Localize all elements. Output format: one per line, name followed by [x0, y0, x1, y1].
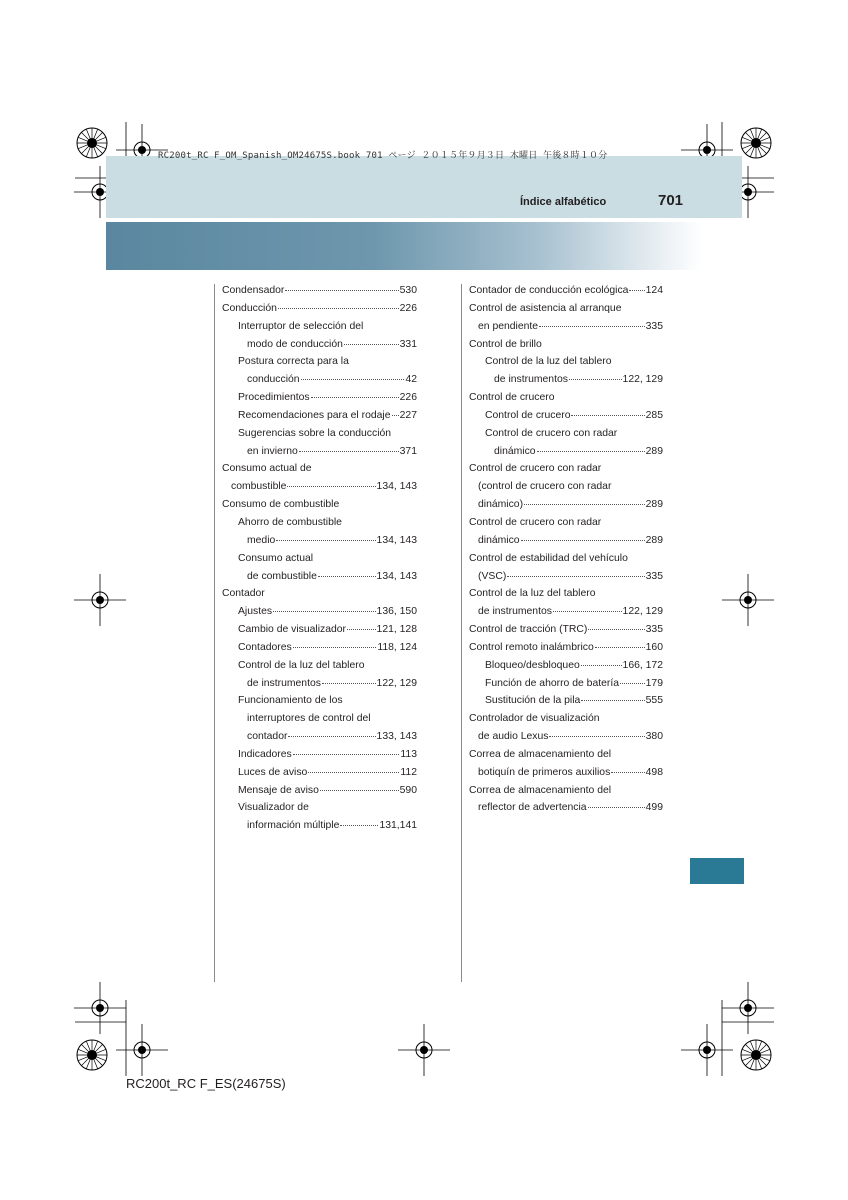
starburst-mark — [741, 1040, 771, 1070]
index-entry-text: dinámico — [494, 445, 536, 457]
index-entry-text: medio — [247, 534, 276, 546]
index-entry-text: Control de crucero — [469, 392, 555, 404]
index-entry — [222, 443, 417, 461]
index-entry-text: Contador de conducción ecológica — [469, 285, 629, 296]
leader-dots — [392, 414, 399, 416]
crosshair-mark — [398, 1024, 450, 1076]
index-entry — [222, 710, 417, 728]
index-entry-text: Control de crucero con radar — [485, 427, 618, 439]
index-entry — [222, 300, 417, 318]
index-entry-text: Control de estabilidad del vehículo — [469, 552, 628, 564]
index-entry-text: Contadores — [238, 641, 292, 653]
index-entry — [222, 728, 417, 746]
index-entry-text: Consumo de combustible — [222, 499, 340, 511]
index-entry-text: botiquín de primeros auxilios — [478, 766, 611, 778]
index-entry-text: Postura correcta para la — [238, 356, 349, 368]
index-entry-text: (VSC) — [478, 570, 507, 582]
index-entry — [469, 318, 663, 336]
index-entry-page: 498 — [645, 766, 663, 778]
index-entry-text: Consumo actual de — [222, 463, 312, 475]
index-entry — [469, 550, 663, 568]
leader-dots — [318, 575, 376, 577]
index-entry-page: 113 — [400, 748, 417, 760]
index-entry-text: Contador — [222, 588, 265, 600]
index-entry — [222, 675, 417, 693]
leader-dots — [539, 325, 645, 327]
index-entry-text: modo de conducción — [247, 338, 343, 350]
index-entry-page: 133, 143 — [376, 731, 417, 743]
index-entry-page: 134, 143 — [376, 534, 417, 546]
index-entry-page: 289 — [645, 534, 663, 546]
index-entry-text: dinámico) — [478, 499, 524, 511]
page-number: 701 — [658, 192, 684, 209]
index-entry — [469, 692, 663, 710]
index-entry — [222, 407, 417, 425]
leader-dots — [285, 289, 398, 291]
index-entry-text: Interruptor de selección del — [238, 320, 364, 332]
column-divider-middle — [461, 284, 462, 982]
index-entry-text: de instrumentos — [494, 374, 568, 386]
leader-dots — [311, 396, 399, 398]
index-entry — [469, 300, 663, 318]
index-entry-page: 226 — [399, 392, 417, 404]
index-entry-page: 179 — [645, 677, 663, 689]
index-entry — [222, 532, 417, 550]
index-entry — [222, 657, 417, 675]
index-entry-page: 160 — [645, 641, 663, 653]
leader-dots — [521, 539, 645, 541]
index-entry-page: 136, 150 — [376, 606, 417, 618]
index-entry-text: Control remoto inalámbrico — [469, 641, 594, 653]
leader-dots — [347, 628, 376, 630]
index-entry-text: Consumo actual — [238, 552, 314, 564]
leader-dots — [276, 539, 375, 541]
leader-dots — [301, 378, 405, 380]
index-entry-text: de audio Lexus — [478, 731, 549, 743]
index-entry — [469, 782, 663, 800]
crosshair-mark — [74, 574, 126, 626]
index-entry — [222, 496, 417, 514]
section-title: Índice alfabético — [520, 196, 607, 208]
index-entry — [222, 782, 417, 800]
leader-dots — [288, 735, 375, 737]
index-entry-text: (control de crucero con radar — [478, 481, 612, 493]
leader-dots — [629, 289, 644, 291]
index-entry-text: Condensador — [222, 285, 285, 296]
index-entry-text: Sustitución de la pila — [485, 695, 581, 707]
index-entry-page: 122, 129 — [622, 374, 663, 386]
index-entry — [469, 425, 663, 443]
index-entry — [222, 550, 417, 568]
index-entry — [469, 443, 663, 461]
index-entry-page: 380 — [645, 731, 663, 743]
index-entry-text: Control de tracción (TRC) — [469, 624, 588, 636]
index-entry-text: Conducción — [222, 302, 277, 314]
leader-dots — [581, 664, 622, 666]
index-entry-text: en invierno — [247, 445, 298, 457]
index-entry — [469, 603, 663, 621]
index-entry-text: Bloqueo/desbloqueo — [485, 659, 580, 671]
index-entry — [469, 282, 663, 300]
index-entry-page: 289 — [645, 445, 663, 457]
index-entry-text: Ahorro de combustible — [238, 516, 342, 528]
index-entry-page: 499 — [645, 802, 663, 814]
index-entry-text: Controlador de visualización — [469, 713, 600, 725]
index-entry — [469, 675, 663, 693]
index-entry-page: 134, 143 — [376, 570, 417, 582]
index-entry — [469, 514, 663, 532]
index-entry — [222, 764, 417, 782]
index-entry-page: 118, 124 — [377, 641, 417, 653]
index-entry-text: Luces de aviso — [238, 766, 308, 778]
index-entry — [222, 603, 417, 621]
index-entry-text: Visualizador de — [238, 802, 309, 814]
leader-dots — [569, 378, 622, 380]
leader-dots — [524, 503, 645, 505]
index-entry — [469, 336, 663, 354]
index-entry-page: 590 — [399, 784, 417, 796]
index-entry — [469, 799, 663, 817]
index-column-left — [222, 282, 417, 835]
header-background — [106, 156, 742, 218]
index-entry-text: reflector de advertencia — [478, 802, 587, 814]
index-entry — [222, 621, 417, 639]
index-entry-page: 555 — [645, 695, 663, 707]
index-entry-text: Control de asistencia al arranque — [469, 302, 622, 314]
index-entry-text: Control de crucero — [485, 409, 571, 421]
index-entry-text: conducción — [247, 374, 300, 386]
index-entry-page: 285 — [645, 409, 663, 421]
index-entry-page: 121, 128 — [376, 624, 417, 636]
leader-dots — [620, 682, 645, 684]
index-entry — [222, 514, 417, 532]
index-entry — [222, 318, 417, 336]
index-entry — [222, 460, 417, 478]
leader-dots — [588, 628, 644, 630]
index-entry — [469, 585, 663, 603]
index-entry-text: Funcionamiento de los — [238, 695, 343, 707]
footer-doc-code: RC200t_RC F_ES(24675S) — [126, 1076, 286, 1091]
index-entry — [469, 621, 663, 639]
index-entry-page: 122, 129 — [376, 677, 417, 689]
starburst-mark — [741, 128, 771, 158]
crosshair-mark — [722, 982, 774, 1034]
index-entry — [469, 460, 663, 478]
index-entry-page: 335 — [645, 570, 663, 582]
index-entry-page: 371 — [399, 445, 417, 457]
index-entry-page: 122, 129 — [622, 606, 663, 618]
index-entry — [469, 728, 663, 746]
index-entry-text: Control de brillo — [469, 338, 542, 350]
index-entry-text: Procedimientos — [238, 392, 310, 404]
index-entry — [222, 282, 417, 300]
index-entry — [222, 799, 417, 817]
leader-dots — [571, 414, 644, 416]
index-entry — [222, 389, 417, 407]
index-entry — [469, 407, 663, 425]
index-entry-page: 134, 143 — [376, 481, 417, 493]
leader-dots — [549, 735, 644, 737]
index-entry-page: 112 — [400, 766, 417, 778]
index-column-right — [469, 282, 663, 817]
crosshair-mark — [116, 1024, 168, 1076]
index-entry-text: contador — [247, 731, 288, 743]
index-entry-text: Control de crucero con radar — [469, 516, 602, 528]
index-entry — [469, 710, 663, 728]
index-entry-text: Mensaje de aviso — [238, 784, 319, 796]
crosshair-mark — [74, 982, 126, 1034]
index-entry — [469, 764, 663, 782]
index-entry-page: 227 — [399, 409, 417, 421]
leader-dots — [595, 646, 645, 648]
index-entry — [222, 585, 417, 603]
index-entry — [222, 425, 417, 443]
leader-dots — [340, 824, 378, 826]
index-entry-page: 42 — [405, 374, 417, 386]
index-entry — [469, 568, 663, 586]
index-entry-text: información múltiple — [247, 820, 340, 832]
index-entry-text: Control de crucero con radar — [469, 463, 602, 475]
index-entry — [222, 371, 417, 389]
leader-dots — [320, 789, 399, 791]
index-entry — [222, 639, 417, 657]
leader-dots — [588, 806, 645, 808]
index-entry — [469, 353, 663, 371]
leader-dots — [287, 485, 375, 487]
column-divider-left — [214, 284, 215, 982]
leader-dots — [278, 307, 399, 309]
index-entry — [222, 336, 417, 354]
index-entry-text: de instrumentos — [478, 606, 552, 618]
index-entry-text: interruptores de control del — [247, 713, 371, 725]
index-entry-page: 331 — [399, 338, 417, 350]
index-entry-text: dinámico — [478, 534, 520, 546]
index-entry — [469, 478, 663, 496]
index-entry-text: Función de ahorro de batería — [485, 677, 620, 689]
index-entry-text: Cambio de visualizador — [238, 624, 347, 636]
index-entry-text: Control de la luz del tablero — [485, 356, 612, 368]
index-entry-text: Control de la luz del tablero — [238, 659, 365, 671]
header-gradient-band — [106, 222, 702, 270]
index-entry-text: Sugerencias sobre la conducción — [238, 427, 392, 439]
index-entry — [469, 496, 663, 514]
leader-dots — [537, 450, 645, 452]
index-entry-text: Correa de almacenamiento del — [469, 748, 612, 760]
leader-dots — [322, 682, 376, 684]
index-entry-text: en pendiente — [478, 320, 539, 332]
crosshair-mark — [722, 574, 774, 626]
index-entry-page: 226 — [399, 302, 417, 314]
index-entry — [222, 568, 417, 586]
index-entry-text: de combustible — [247, 570, 317, 582]
leader-dots — [344, 343, 399, 345]
starburst-mark — [77, 128, 107, 158]
leader-dots — [293, 646, 377, 648]
index-entry-text: Ajustes — [238, 606, 273, 618]
leader-dots — [273, 610, 375, 612]
leader-dots — [507, 575, 644, 577]
index-entry — [469, 389, 663, 407]
index-entry — [469, 746, 663, 764]
index-entry — [222, 353, 417, 371]
index-entry — [222, 692, 417, 710]
index-entry-text: Control de la luz del tablero — [469, 588, 596, 600]
index-entry-text: Correa de almacenamiento del — [469, 784, 612, 796]
index-entry — [222, 478, 417, 496]
print-info-line: RC200t_RC F_OM_Spanish_OM24675S.book 701 ページ ２０１５年９月３日 木曜日 午後８時１０分 — [158, 151, 608, 161]
index-entry-text: Indicadores — [238, 748, 292, 760]
index-entry — [469, 657, 663, 675]
index-entry — [469, 639, 663, 657]
leader-dots — [299, 450, 399, 452]
index-entry-text: combustible — [231, 481, 287, 493]
index-entry-page: 530 — [399, 285, 417, 296]
index-entry — [469, 532, 663, 550]
index-entry — [469, 371, 663, 389]
leader-dots — [293, 753, 400, 755]
starburst-mark — [77, 1040, 107, 1070]
index-entry-page: 166, 172 — [622, 659, 663, 671]
index-entry-page: 335 — [645, 624, 663, 636]
leader-dots — [553, 610, 622, 612]
index-entry — [222, 817, 417, 835]
index-entry — [222, 746, 417, 764]
leader-dots — [308, 771, 399, 773]
index-entry-page: 131,141 — [379, 820, 417, 832]
index-entry-text: Recomendaciones para el rodaje — [238, 409, 391, 421]
crosshair-mark — [681, 1024, 733, 1076]
index-entry-page: 335 — [645, 320, 663, 332]
leader-dots — [581, 699, 644, 701]
index-entry-page: 289 — [645, 499, 663, 511]
index-entry-page: 124 — [645, 285, 663, 296]
leader-dots — [611, 771, 644, 773]
section-tab — [690, 858, 744, 884]
index-entry-text: de instrumentos — [247, 677, 321, 689]
